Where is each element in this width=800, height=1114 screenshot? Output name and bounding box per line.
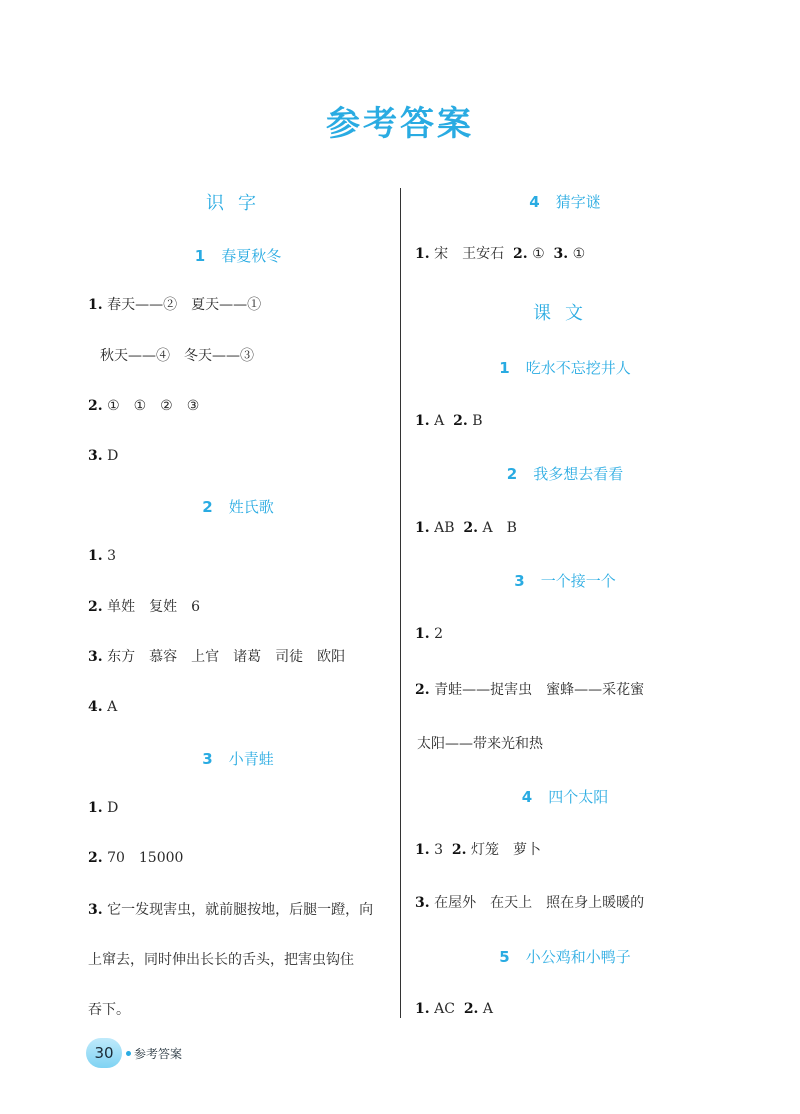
answer-item: [415, 893, 644, 913]
question-number: 2.: [88, 599, 103, 615]
answer-item: [88, 697, 117, 717]
lesson-heading-k3: [415, 570, 715, 591]
page-footer: [86, 1036, 182, 1070]
lesson-number: 2: [202, 498, 213, 516]
section-heading-kewen: 课文: [533, 303, 597, 324]
answer-item: [88, 597, 200, 617]
answer-text: AC: [434, 1001, 455, 1017]
lesson-name: 吃水不忘挖井人: [525, 359, 631, 377]
lesson-number: 3: [514, 572, 525, 590]
answer-item-continuation: 太阳——带来光和热: [417, 736, 543, 752]
answer-text: 春天——② 夏天——①: [107, 297, 262, 313]
lesson-number: 1: [499, 359, 510, 377]
answer-item: [415, 624, 443, 644]
lesson-name: 四个太阳: [548, 788, 609, 806]
question-number: 1.: [415, 1001, 430, 1017]
answer-item: [88, 546, 116, 566]
lesson-heading-4: [415, 191, 715, 212]
answer-text: 3: [434, 842, 443, 858]
answer-item-continuation: 秋天——④ 冬天——③: [100, 348, 254, 364]
answer-text: 东方 慕容 上官 诸葛 司徒 欧阳: [107, 649, 346, 665]
question-number: 1.: [415, 520, 430, 536]
answer-item: [88, 848, 183, 868]
answer-text: A: [482, 1001, 494, 1017]
answer-text: 在屋外 在天上 照在身上暖暖的: [434, 895, 645, 911]
answer-text: 青蛙——捉害虫 蜜蜂——采花蜜: [434, 682, 645, 698]
answer-item: [88, 900, 373, 920]
page-number: 30: [94, 1044, 114, 1062]
answer-text: A B: [482, 520, 517, 536]
answer-item: [415, 411, 482, 431]
lesson-name: 小青蛙: [228, 750, 274, 768]
answer-text: 单姓 复姓 6: [107, 599, 200, 615]
question-number: 1.: [415, 842, 430, 858]
answer-text: D: [107, 800, 119, 816]
answer-text: D: [107, 448, 119, 464]
answer-text: ①: [532, 246, 545, 262]
answer-item-continuation: 吞下。: [88, 1002, 130, 1018]
lesson-name: 小公鸡和小鸭子: [525, 948, 631, 966]
lesson-number: 4: [529, 193, 540, 211]
lesson-name: 姓氏歌: [228, 498, 274, 516]
question-number: 3.: [88, 902, 103, 918]
lesson-heading-k4: [415, 786, 715, 807]
answer-item-continuation: 上窜去，同时伸出长长的舌头，把害虫钩住: [88, 952, 354, 968]
page-title: 参考答案: [326, 104, 474, 144]
lesson-number: 3: [202, 750, 213, 768]
question-number: 1.: [415, 413, 430, 429]
answer-text: ①: [572, 246, 586, 262]
question-number: 2.: [453, 413, 468, 429]
answer-text: AB: [434, 520, 455, 536]
lesson-heading-3: [88, 748, 388, 769]
answer-item: [88, 396, 199, 416]
question-number: 2.: [512, 246, 528, 262]
answer-item: [88, 798, 118, 818]
question-number: 1.: [88, 800, 103, 816]
lesson-number: 2: [506, 465, 518, 483]
lesson-number: 4: [521, 788, 533, 806]
answer-text: 3: [107, 548, 116, 564]
lesson-name: 春夏秋冬: [221, 247, 282, 265]
answer-text: ① ① ② ③: [107, 398, 200, 414]
lesson-heading-1: [88, 245, 388, 266]
answer-item: [415, 518, 517, 538]
question-number: 2.: [88, 398, 103, 414]
question-number: 4.: [88, 699, 103, 715]
answer-item: [415, 840, 541, 860]
answer-text: B: [472, 413, 483, 429]
footer-label: 参考答案: [134, 1046, 183, 1061]
question-number: 2.: [463, 520, 479, 536]
answer-text: 宋 王安石: [434, 246, 505, 262]
answer-item: [415, 244, 585, 264]
question-number: 1.: [88, 548, 103, 564]
answer-text: 2: [434, 626, 443, 642]
question-number: 3.: [88, 649, 103, 665]
answer-text: 灯笼 萝卜: [470, 842, 541, 858]
question-number: 3.: [553, 246, 569, 262]
lesson-heading-2: [88, 496, 388, 517]
lesson-heading-k5: [415, 946, 715, 967]
question-number: 3.: [88, 448, 103, 464]
question-number: 1.: [88, 297, 103, 313]
lesson-number: 5: [499, 948, 510, 966]
lesson-name: 一个接一个: [540, 572, 616, 590]
lesson-name: 我多想去看看: [533, 465, 624, 483]
section-heading-shizi: 识字: [206, 193, 270, 214]
answer-item: [415, 680, 644, 700]
question-number: 1.: [415, 626, 430, 642]
page-number-badge: [86, 1038, 122, 1068]
answer-text: A: [434, 413, 445, 429]
lesson-name: 猜字谜: [555, 193, 601, 211]
answer-item: [88, 446, 118, 466]
answer-text: A: [107, 699, 118, 715]
question-number: 1.: [415, 246, 430, 262]
question-number: 3.: [415, 895, 430, 911]
lesson-heading-k2: [415, 463, 715, 484]
answer-item: [88, 647, 345, 667]
lesson-heading-k1: [415, 357, 715, 378]
question-number: 2.: [451, 842, 467, 858]
question-number: 2.: [88, 850, 103, 866]
answer-item: [88, 295, 261, 315]
lesson-number: 1: [194, 247, 206, 265]
answer-text: 70 15000: [107, 850, 184, 866]
question-number: 2.: [463, 1001, 479, 1017]
column-divider: [400, 188, 401, 1018]
bullet-dot-icon: [126, 1051, 131, 1056]
question-number: 2.: [415, 682, 430, 698]
answer-text: 它一发现害虫，就前腿按地，后腿一蹬，向: [107, 902, 374, 918]
answer-item: [415, 999, 493, 1019]
